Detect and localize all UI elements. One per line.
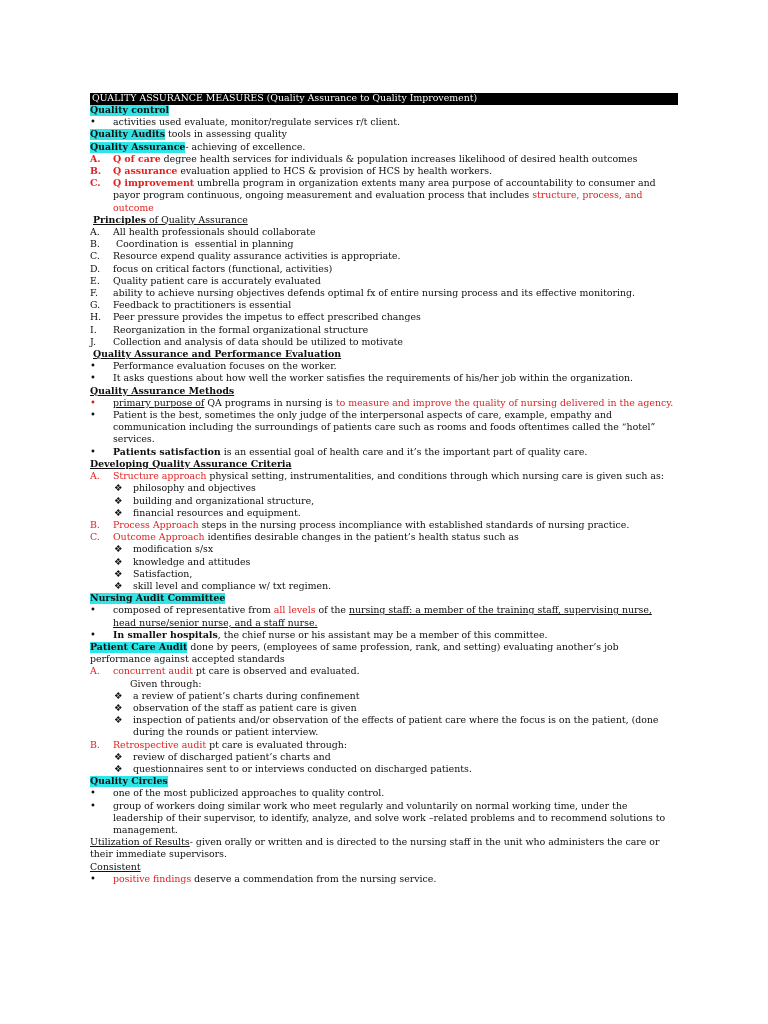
list-item: H. Peer pressure provides the impetus to effect prescribed changes [90,312,421,324]
quality-audits-line: Quality Audits tools in assessing quality [90,129,287,141]
list-item: • It asks questions about how well the worker satisfies the requirements of his/her job within the organization. [90,373,633,385]
list-item: ❖ building and organizational structure, [114,495,315,507]
list-item: • In smaller hospitals, the chief nurse or his assistant may be a member of this committee. [90,629,548,641]
list-item: A. Structure approach physical setting, instrumentalities, and conditions through which nursing care is given such as: [90,471,664,483]
bullet-icon: • [90,373,96,385]
bullet-icon: • [90,788,96,800]
list-item: F. ability to achieve nursing objectives defends optimal fx of entire nursing process and its effective monitoring. [90,288,636,300]
diamond-bullet-icon: ❖ [114,507,123,519]
diamond-bullet-icon: ❖ [114,568,123,580]
list-item: ❖ inspection of patients and/or observation of the effects of patient care where the focus is on the patient, (done during the rounds or patient interview. [114,715,659,739]
criteria-heading: Developing Quality Assurance Criteria [90,458,292,470]
list-item: ❖ questionnaires sent to or interviews conducted on discharged patients. [114,763,472,775]
bullet-icon: • [90,605,96,617]
bullet-icon: • [90,117,96,129]
diamond-bullet-icon: ❖ [114,690,123,702]
list-item: • positive findings deserve a commendation from the nursing service. [90,873,437,885]
diamond-bullet-icon: ❖ [114,495,123,507]
list-item: C. Outcome Approach identifies desirable changes in the patient’s health status such as [90,532,519,544]
list-item: ❖ observation of the staff as patient care is given [114,702,357,714]
diamond-bullet-icon: ❖ [114,544,123,556]
list-item: ❖ financial resources and equipment. [114,507,301,519]
circles-heading: Quality Circles [90,776,168,788]
list-item: • Patient is the best, sometimes the only judge of the interpersonal aspects of care, example, empathy and communication including the surroundings of patients care such as rooms and foods oftentimes called the “hotel” services. [90,410,656,446]
diamond-bullet-icon: ❖ [114,763,123,775]
diamond-bullet-icon: ❖ [114,715,123,727]
list-item: • primary purpose of QA programs in nursing is to measure and improve the quality of nursing delivered in the agency. [90,397,674,409]
list-item: B. Process Approach steps in the nursing process incompliance with established standards of nursing practice. [90,519,630,531]
list-item: A. concurrent audit pt care is observed and evaluated. [90,666,360,678]
diamond-bullet-icon: ❖ [114,483,123,495]
list-item: • composed of representative from all levels of the nursing staff: a member of the training staff, supervising nurse, head nurse/senior nurse, and a staff nurse. [90,605,652,629]
bullet-icon: • [90,873,96,885]
list-item: C. Resource expend quality assurance activities is appropriate. [90,251,401,263]
list-item: ❖ a review of patient’s charts during confinement [114,690,360,702]
list-item: • activities used evaluate, monitor/regulate services r/t client. [90,117,400,129]
list-item: G. Feedback to practitioners is essential [90,300,292,312]
nac-heading: Nursing Audit Committee [90,593,226,605]
list-item: B. Retrospective audit pt care is evaluated through: [90,739,347,751]
list-item: D. focus on critical factors (functional, activities) [90,263,333,275]
list-item: A. Q of care degree health services for individuals & population increases likelihood of desired health outcomes [90,153,638,165]
list-item: ❖ knowledge and attitudes [114,556,251,568]
diamond-bullet-icon: ❖ [114,580,123,592]
qape-heading: Quality Assurance and Performance Evaluation [93,349,342,361]
given-through: Given through: [130,678,202,690]
bullet-icon: • [90,397,96,409]
consistent-heading: Consistent [90,861,141,873]
methods-heading: Quality Assurance Methods [90,385,235,397]
document-page [90,93,678,886]
list-item: B. Q assurance evaluation applied to HCS & provision of HCS by health workers. [90,166,493,178]
bullet-icon: • [90,410,96,422]
bullet-icon: • [90,629,96,641]
list-item: ❖ review of discharged patient’s charts and [114,751,331,763]
list-item: ❖ skill level and compliance w/ txt regimen. [114,580,332,592]
list-item: • Performance evaluation focuses on the worker. [90,361,337,373]
list-item: B. Coordination is essential in planning [90,239,294,251]
utilization-paragraph: Utilization of Results- given orally or written and is directed to the nursing staff in the unit who administers the care or their immediate supervisors. [90,837,660,861]
list-item: • Patients satisfaction is an essential goal of health care and it’s the important part of quality care. [90,446,588,458]
list-item: ❖ Satisfaction, [114,568,193,580]
pca-paragraph: Patient Care Audit done by peers, (employees of same profession, rank, and setting) evaluating another’s job performance against accepted standards [90,641,619,666]
list-item: ❖ modification s/sx [114,544,214,556]
bullet-icon: • [90,361,96,373]
bullet-icon: • [90,446,96,458]
diamond-bullet-icon: ❖ [114,702,123,714]
diamond-bullet-icon: ❖ [114,556,123,568]
list-item: • group of workers doing similar work who meet regularly and voluntarily on normal working time, under the leadership of their supervisor, to identify, analyze, and solve work –related problems and to recommend solutions to management. [90,800,666,836]
quality-assurance-line: Quality Assurance- achieving of excellence. [90,141,306,153]
list-item: E. Quality patient care is accurately evaluated [90,275,321,287]
list-item: C. Q improvement umbrella program in organization extents many area purpose of accountability to consumer and payor program continuous, ongoing measurement and evaluation process that includes structure, process, and outcome [90,178,656,214]
list-item: I. Reorganization in the formal organizational structure [90,324,369,336]
document-title: QUALITY ASSURANCE MEASURES (Quality Assurance to Quality Improvement) [90,93,678,105]
principles-heading: Principles of Quality Assurance [93,214,248,226]
list-item: J. Collection and analysis of data should be utilized to motivate [90,336,403,348]
bullet-icon: • [90,800,96,812]
list-item: ❖ philosophy and objectives [114,483,256,495]
diamond-bullet-icon: ❖ [114,751,123,763]
list-item: A. All health professionals should collaborate [90,227,316,239]
list-item: • one of the most publicized approaches to quality control. [90,788,385,800]
quality-control-heading: Quality control [90,105,170,116]
